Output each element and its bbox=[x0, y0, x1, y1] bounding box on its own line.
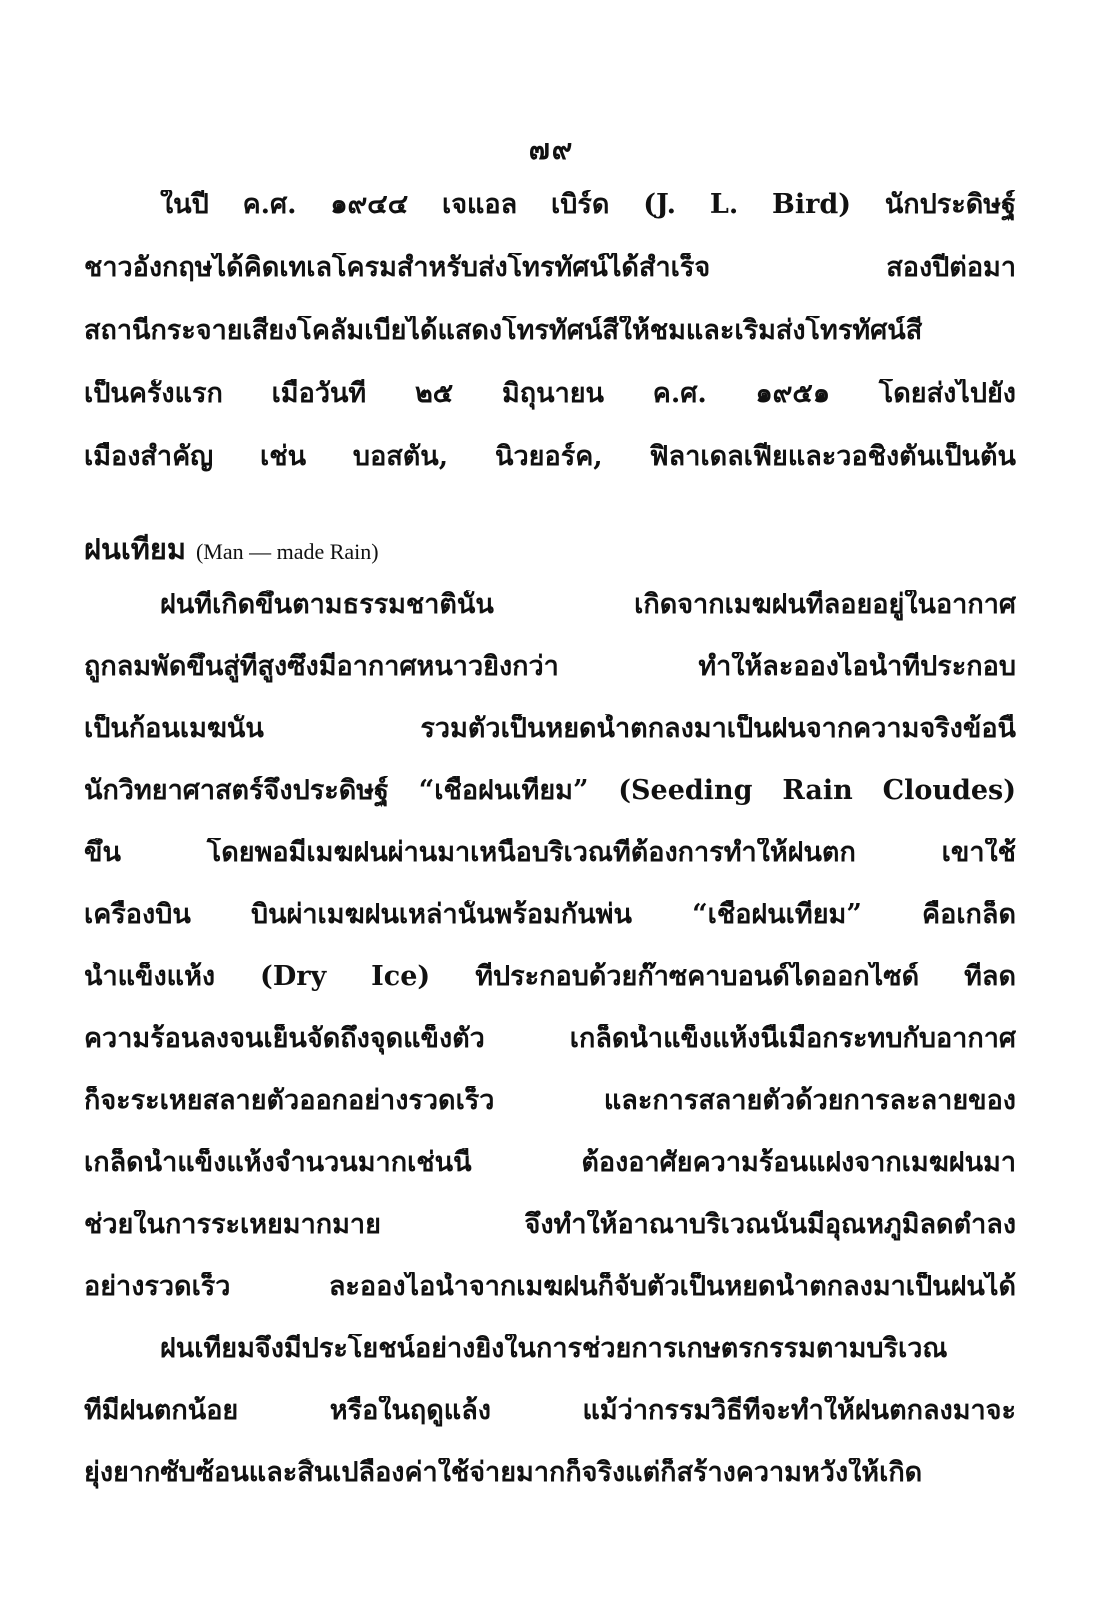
paragraph-line: เป็นครั้งแรก เมื่อวันที่ ๒๕ มิถุนายน ค.ศ. ๑๙๕๑ โดยส่งไปยัง bbox=[84, 379, 1016, 409]
paragraph-line: ในปี ค.ศ. ๑๙๔๔ เจแอล เบิร์ด (J. L. Bird) นักประดิษฐ์ bbox=[160, 190, 1016, 220]
paragraph-line: ฝนที่เกิดขึ้นตามธรรมชาตินั้น เกิดจากเมฆฝนที่ลอยอยู่ในอากาศ bbox=[160, 590, 1016, 620]
paragraph-line: ขึ้น โดยพอมีเมฆฝนผ่านมาเหนือบริเวณที่ต้องการทำให้ฝนตก เขาใช้ bbox=[84, 838, 1016, 868]
paragraph-line: ชาวอังกฤษได้คิดเทเลโครมสำหรับส่งโทรทัศน์ได้สำเร็จ สองปีต่อมา bbox=[84, 253, 1016, 283]
paragraph-line: เครื่องบิน บินผ่าเมฆฝนเหล่านั้นพร้อมกันพ่น “เชื้อฝนเทียม” คือเกล็ด bbox=[84, 900, 1016, 930]
paragraph-line: สถานีกระจายเสียงโคลัมเบียได้แสดงโทรทัศน์สีให้ชมและเริ่มส่งโทรทัศน์สี bbox=[84, 316, 923, 346]
section-heading-latin: (Man — made Rain) bbox=[195, 539, 379, 564]
paragraph-artificial-rain bbox=[84, 590, 1016, 1520]
paragraph-line: ช่วยในการระเหยมากมาย จึงทำให้อาณาบริเวณนั้นมีอุณหภูมิลดต่ำลง bbox=[84, 1210, 1016, 1240]
paragraph-television bbox=[84, 190, 1016, 505]
section-heading bbox=[84, 526, 379, 572]
paragraph-line: นักวิทยาศาสตร์จึงประดิษฐ์ “เชื้อฝนเทียม” (Seeding Rain Cloudes) bbox=[84, 776, 1016, 806]
paragraph-line: ก็จะระเหยสลายตัวออกอย่างรวดเร็ว และการสลายตัวด้วยการละลายของ bbox=[84, 1086, 1016, 1116]
paragraph-line: ฝนเทียมจึงมีประโยชน์อย่างยิ่งในการช่วยการเกษตรกรรมตามบริเวณ bbox=[160, 1334, 948, 1364]
page-number: ๗๙ bbox=[528, 133, 575, 166]
paragraph-line: น้ำแข็งแห้ง (Dry Ice) ที่ประกอบด้วยก๊าซคาบอนด์ไดออกไซด์ ที่ลด bbox=[84, 962, 1016, 992]
paragraph-line: เมืองสำคัญ เช่น บอสตัน, นิวยอร์ค, ฟิลาเดลเฟียและวอชิงตันเป็นต้น bbox=[84, 442, 1016, 472]
paragraph-line: ยุ่งยากซับซ้อนและสิ้นเปลืองค่าใช้จ่ายมากก็จริงแต่ก็สร้างความหวังให้เกิด bbox=[84, 1458, 923, 1488]
paragraph-line: เป็นก้อนเมฆนั้น รวมตัวเป็นหยดน้ำตกลงมาเป็นฝนจากความจริงข้อนี้ bbox=[84, 714, 1016, 744]
paragraph-line: เกล็ดน้ำแข็งแห้งจำนวนมากเช่นนี้ ต้องอาศัยความร้อนแฝงจากเมฆฝนมา bbox=[84, 1148, 1016, 1178]
paragraph-line: ที่มีฝนตกน้อย หรือในฤดูแล้ง แม้ว่ากรรมวิธีที่จะทำให้ฝนตกลงมาจะ bbox=[84, 1396, 1016, 1426]
paragraph-line: อย่างรวดเร็ว ละอองไอน้ำจากเมฆฝนก็จับตัวเป็นหยดน้ำตกลงมาเป็นฝนได้ bbox=[84, 1272, 1016, 1302]
paragraph-line: ถูกลมพัดขึ้นสู่ที่สูงซึ่งมีอากาศหนาวยิ่งกว่า ทำให้ละอองไอน้ำที่ประกอบ bbox=[84, 652, 1016, 682]
section-heading-thai: ฝนเทียม bbox=[84, 532, 186, 566]
paragraph-line: ความร้อนลงจนเย็นจัดถึงจุดแข็งตัว เกล็ดน้ำแข็งแห้งนี้เมื่อกระทบกับอากาศ bbox=[84, 1024, 1016, 1054]
